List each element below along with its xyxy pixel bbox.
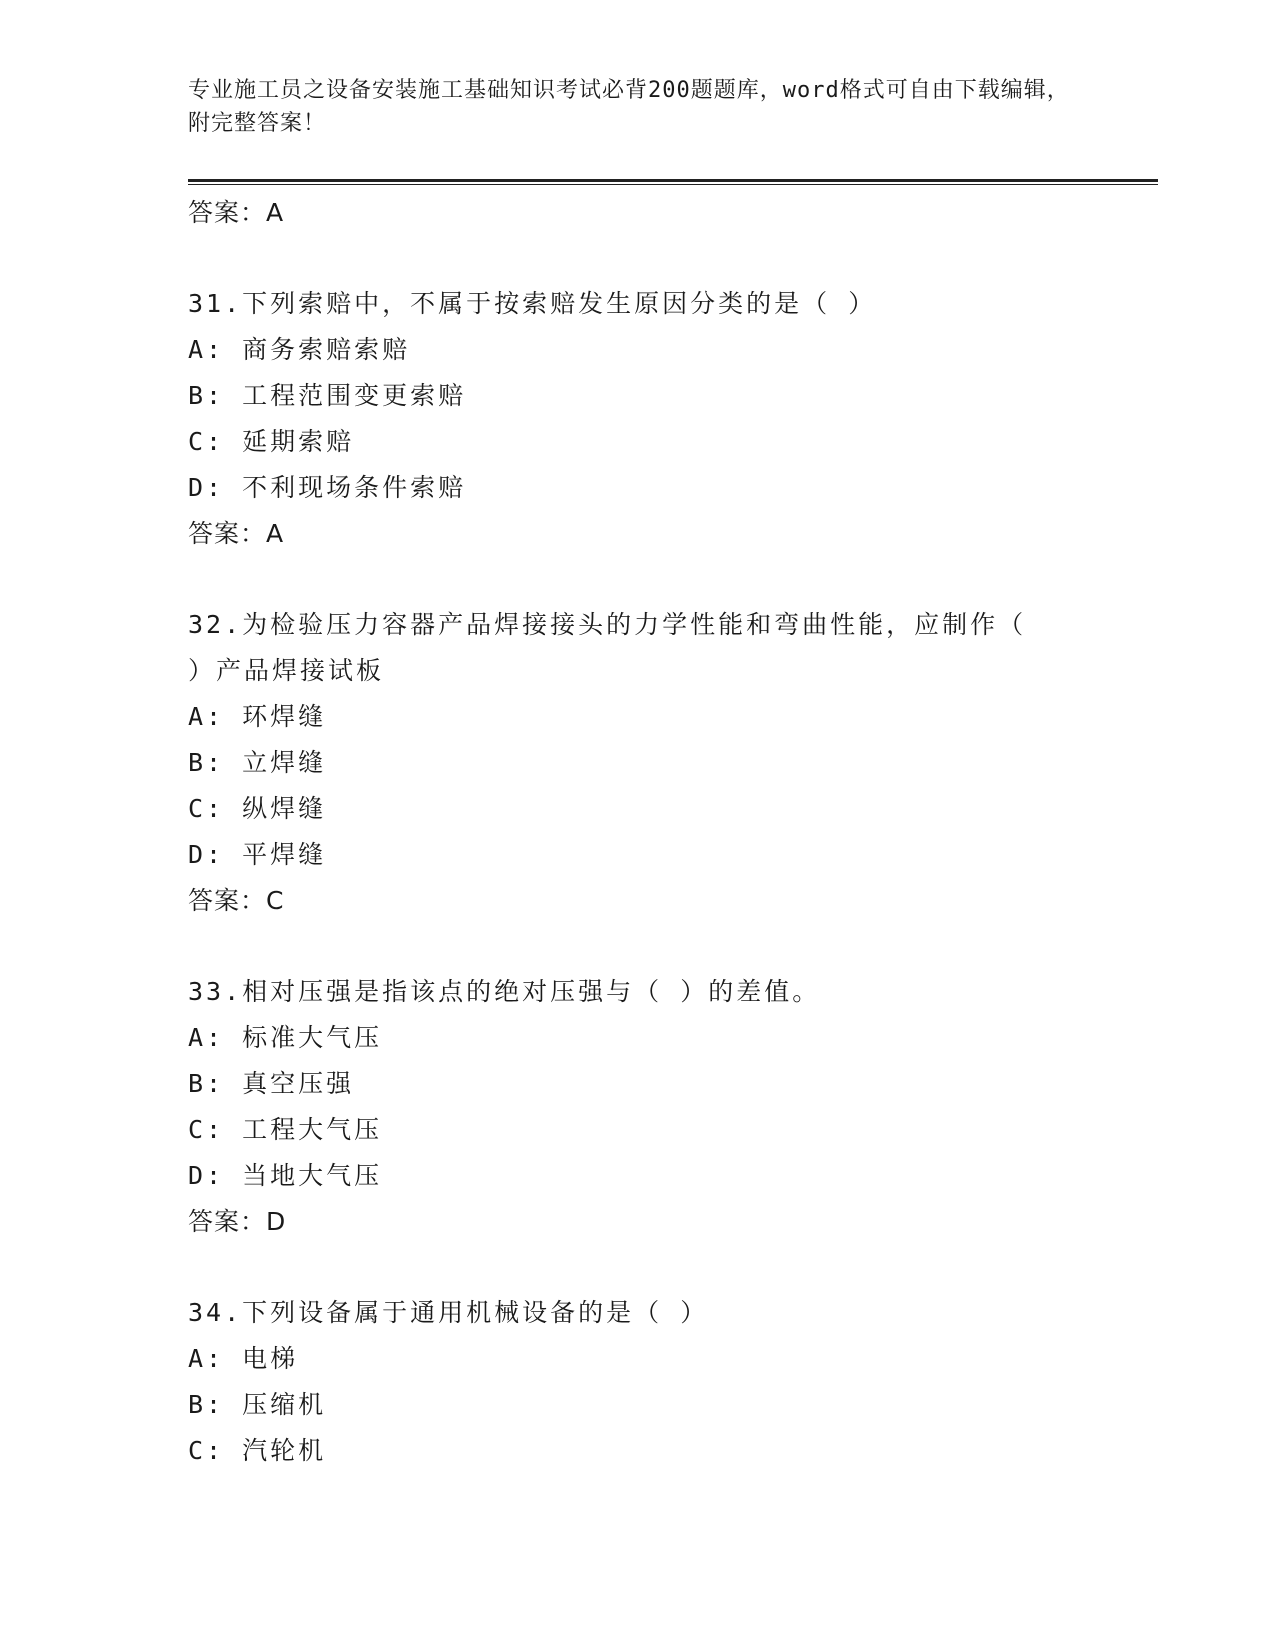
question-stem: 31.下列索赔中，不属于按索赔发生原因分类的是（ ） xyxy=(188,289,877,318)
question-stem: 33.相对压强是指该点的绝对压强与（ ）的差值。 xyxy=(188,977,821,1006)
question-34 xyxy=(188,1290,1058,1474)
question-list xyxy=(188,190,1058,1474)
document-header xyxy=(188,74,1078,140)
spacer xyxy=(188,557,1058,602)
question-32 xyxy=(188,602,1058,924)
option-a: A: 商务索赔索赔 xyxy=(188,335,411,364)
option-b: B: 工程范围变更索赔 xyxy=(188,381,467,410)
option-a: A: 标准大气压 xyxy=(188,1023,383,1052)
option-a: A: 环焊缝 xyxy=(188,702,327,731)
option-a: A: 电梯 xyxy=(188,1344,299,1373)
answer-line: 答案：A xyxy=(188,519,285,548)
option-c: C: 纵焊缝 xyxy=(188,794,327,823)
spacer xyxy=(188,1245,1058,1290)
option-c: C: 延期索赔 xyxy=(188,427,355,456)
answer-line: 答案：A xyxy=(188,198,285,227)
question-stem: 34.下列设备属于通用机械设备的是（ ） xyxy=(188,1298,709,1327)
answer-line: 答案：D xyxy=(188,1207,287,1236)
question-stem: 32.为检验压力容器产品焊接接头的力学性能和弯曲性能，应制作（ ）产品焊接试板 xyxy=(188,610,1027,685)
header-title: 专业施工员之设备安装施工基础知识考试必背200题题库，word格式可自由下载编辑，附完整答案！ xyxy=(188,78,1070,136)
header-rule-thin xyxy=(188,184,1158,185)
option-d: D: 平焊缝 xyxy=(188,840,327,869)
header-rule-thick xyxy=(188,179,1158,182)
option-d: D: 当地大气压 xyxy=(188,1161,383,1190)
option-b: B: 压缩机 xyxy=(188,1390,327,1419)
spacer xyxy=(188,236,1058,281)
question-33 xyxy=(188,969,1058,1245)
spacer xyxy=(188,924,1058,969)
option-b: B: 真空压强 xyxy=(188,1069,355,1098)
option-c: C: 汽轮机 xyxy=(188,1436,327,1465)
option-d: D: 不利现场条件索赔 xyxy=(188,473,467,502)
answer-line: 答案：C xyxy=(188,886,285,915)
question-31 xyxy=(188,281,1058,557)
option-b: B: 立焊缝 xyxy=(188,748,327,777)
option-c: C: 工程大气压 xyxy=(188,1115,383,1144)
